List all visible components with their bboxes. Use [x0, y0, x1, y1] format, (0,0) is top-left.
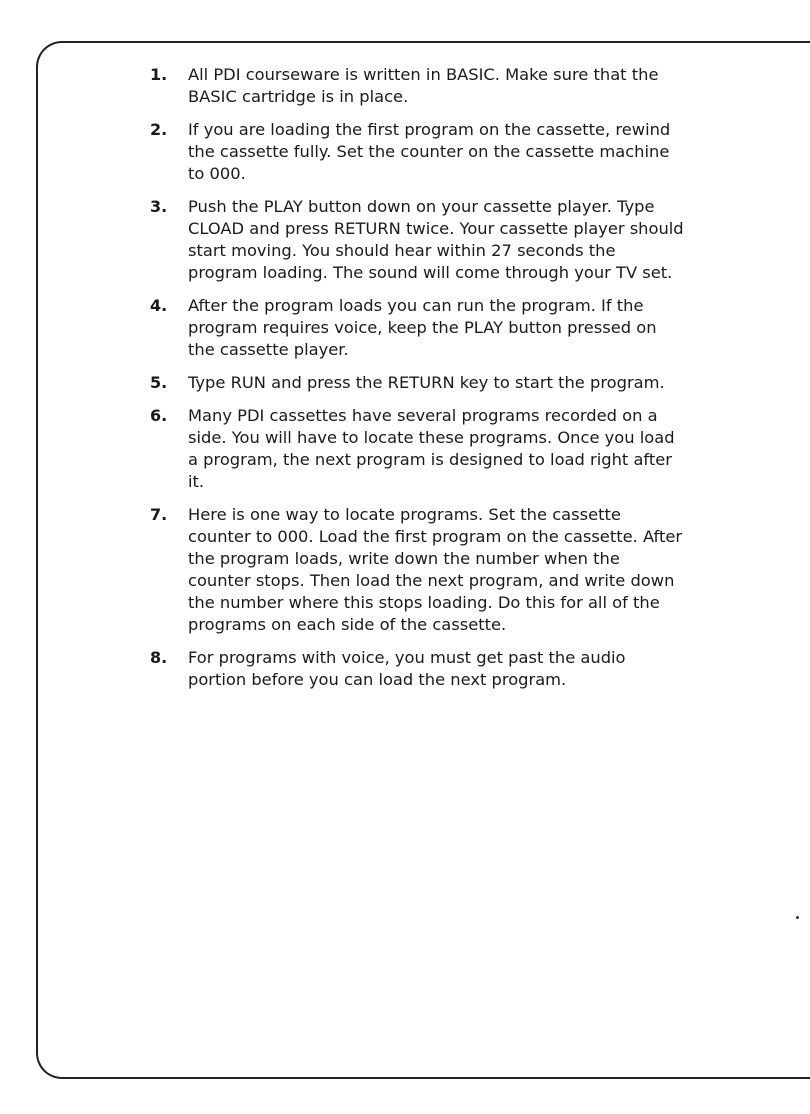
scan-speck	[796, 916, 799, 919]
instruction-step	[150, 647, 685, 691]
instruction-step	[150, 372, 685, 394]
step-number: 8.	[150, 648, 168, 667]
step-number: 2.	[150, 120, 168, 139]
step-number: 6.	[150, 406, 168, 425]
step-number: 3.	[150, 197, 168, 216]
instruction-step	[150, 295, 685, 361]
instruction-step	[150, 504, 685, 636]
instruction-step	[150, 405, 685, 493]
step-text: Type RUN and press the RETURN key to start the program.	[188, 373, 665, 392]
instruction-step	[150, 119, 685, 185]
step-number: 7.	[150, 505, 168, 524]
step-text: All PDI courseware is written in BASIC. Make sure that the BASIC cartridge is in place.	[188, 65, 659, 106]
step-number: 5.	[150, 373, 168, 392]
step-text: For programs with voice, you must get past the audio portion before you can load the next program.	[188, 648, 626, 689]
step-text: If you are loading the first program on the cassette, rewind the cassette fully. Set the counter on the cassette machine to 000.	[188, 120, 671, 183]
step-text: After the program loads you can run the program. If the program requires voice, keep the PLAY button pressed on the cassette player.	[188, 296, 657, 359]
step-text: Many PDI cassettes have several programs recorded on a side. You will have to locate these programs. Once you load a program, the next program is designed to load right after it.	[188, 406, 675, 491]
step-text: Push the PLAY button down on your cassette player. Type CLOAD and press RETURN twice. Your cassette player should start moving. You should hear within 27 seconds the program loading. The sound will come through your TV set.	[188, 197, 684, 282]
step-number: 1.	[150, 65, 168, 84]
instruction-list	[150, 64, 685, 702]
instruction-step	[150, 196, 685, 284]
instruction-step	[150, 64, 685, 108]
step-text: Here is one way to locate programs. Set the cassette counter to 000. Load the first program on the cassette. After the program loads, write down the number when the counter stops. Then load the next program, and write down the number where this stops loading. Do this for all of the programs on each side of the cassette.	[188, 505, 683, 634]
step-number: 4.	[150, 296, 168, 315]
